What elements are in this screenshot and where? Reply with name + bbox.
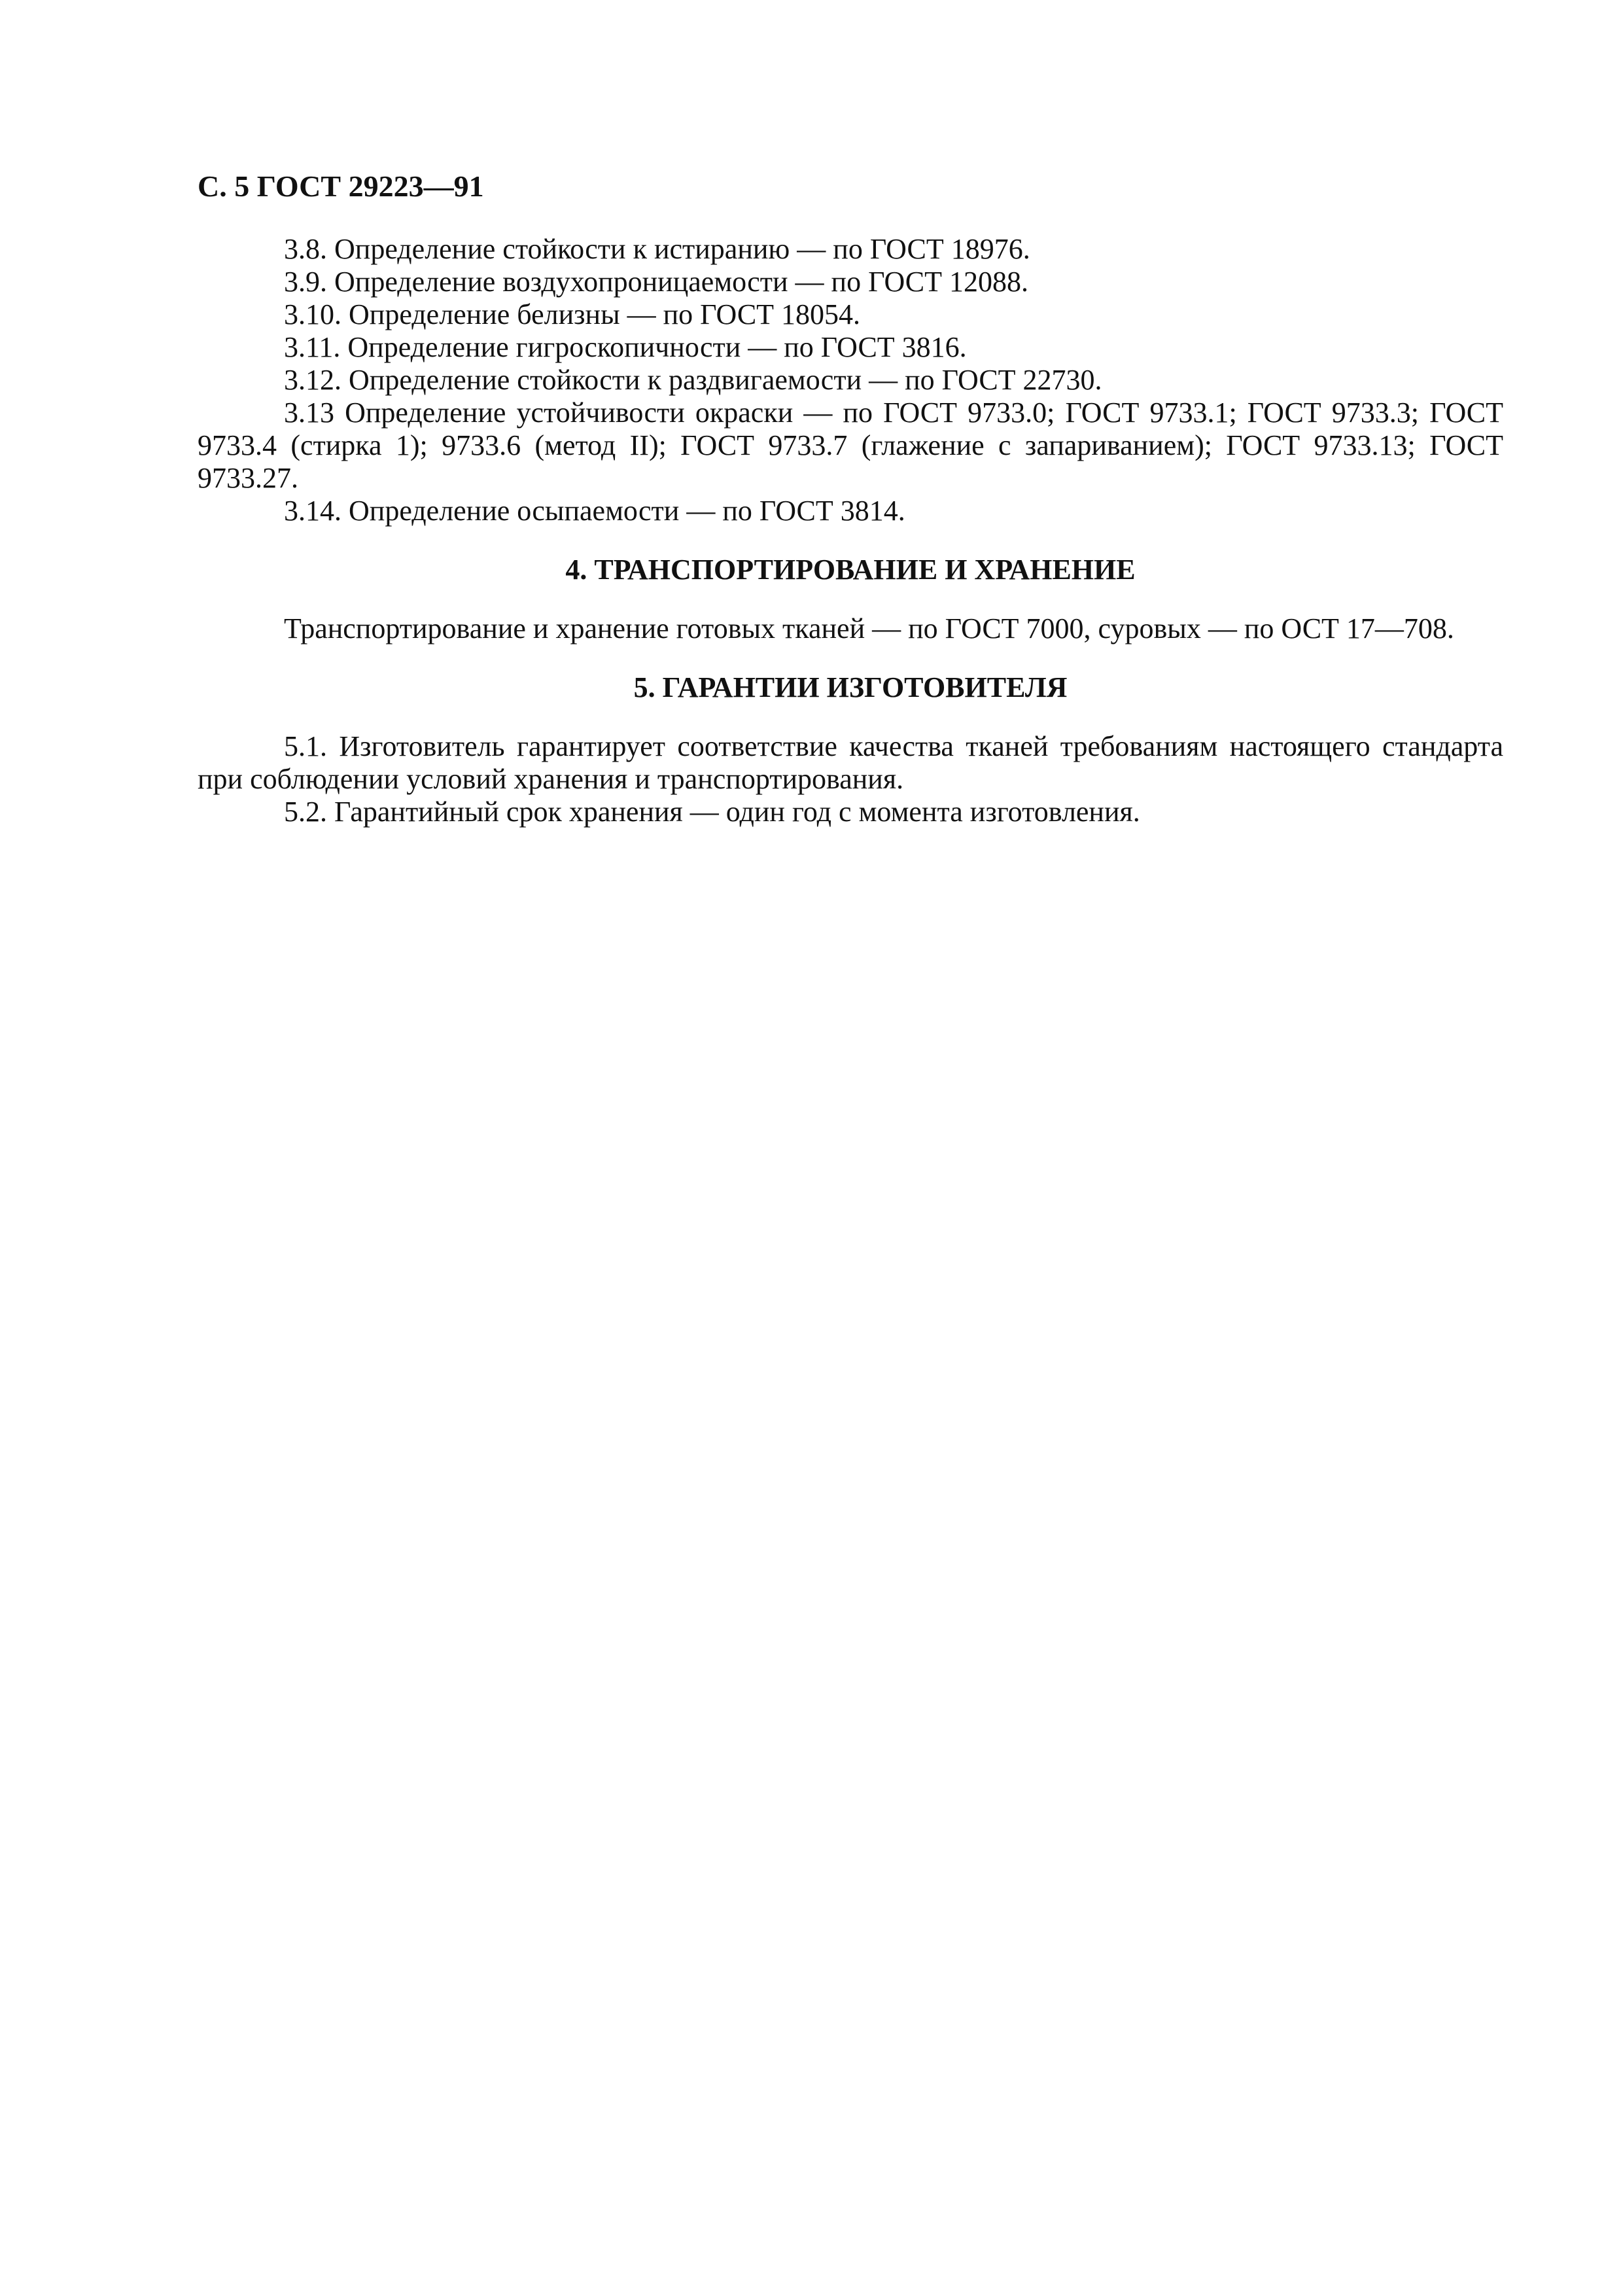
section-5-title: 5. ГАРАНТИИ ИЗГОТОВИТЕЛЯ (633, 671, 1068, 703)
section-5-items (198, 730, 1503, 828)
clause-3-10: 3.10. Определение белизны — по ГОСТ 18054. (284, 298, 861, 330)
clause-3-12: 3.12. Определение стойкости к раздвигаемости — по ГОСТ 22730. (284, 364, 1102, 396)
clause-3-8: 3.8. Определение стойкости к истиранию — по ГОСТ 18976. (284, 233, 1030, 265)
clause-3-13: 3.13 Определение устойчивости окраски — по ГОСТ 9733.0; ГОСТ 9733.1; ГОСТ 9733.3; ГОСТ 9733.4 (стирка 1); 9733.6 (метод II); ГОСТ 9733.7 (глажение с запариванием); ГОСТ 9733.13; ГОСТ 9733.27. (198, 397, 1503, 494)
section-3-items (198, 233, 1503, 527)
running-header: С. 5 ГОСТ 29223—91 (198, 169, 484, 203)
document-body (198, 233, 1503, 828)
clause-5-2: 5.2. Гарантийный срок хранения — один год с момента изготовления. (284, 796, 1140, 828)
section-4-text: Транспортирование и хранение готовых тканей — по ГОСТ 7000, суровых — по ОСТ 17—708. (284, 612, 1454, 645)
section-4-title: 4. ТРАНСПОРТИРОВАНИЕ И ХРАНЕНИЕ (565, 554, 1136, 586)
clause-3-14: 3.14. Определение осыпаемости — по ГОСТ 3814. (284, 495, 905, 527)
clause-3-9: 3.9. Определение воздухопроницаемости — по ГОСТ 12088. (284, 266, 1028, 298)
clause-5-1: 5.1. Изготовитель гарантирует соответствие качества тканей требованиям настоящего стандарта при соблюдении условий хранения и транспортирования. (198, 730, 1503, 795)
clause-3-11: 3.11. Определение гигроскопичности — по ГОСТ 3816. (284, 331, 967, 363)
